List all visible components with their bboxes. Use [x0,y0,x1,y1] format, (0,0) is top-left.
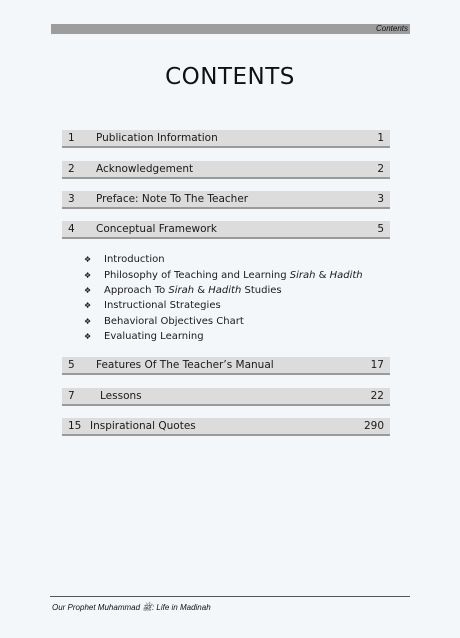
toc-subitem-label: Evaluating Learning [104,331,204,342]
toc-row-lessons[interactable] [62,388,390,406]
toc-row-publication-information[interactable] [62,130,390,148]
toc-subitem-label: Instructional Strategies [104,300,221,311]
page-title: CONTENTS [165,64,295,90]
header-bar [51,24,410,34]
toc-subitem[interactable] [84,283,384,299]
toc-row-label: Publication Information [96,132,218,144]
toc-subitem[interactable] [84,329,384,345]
toc-subitem-label: Introduction [104,254,165,265]
toc-row-number: 7 [68,390,75,402]
toc-subitem[interactable] [84,298,384,314]
toc-row-label: Lessons [100,390,142,402]
toc-row-page: 3 [377,193,384,205]
toc-row-label: Conceptual Framework [96,223,217,235]
bullet-icon: ❖ [84,332,92,341]
toc-row-conceptual-framework[interactable] [62,221,390,239]
bullet-icon: ❖ [84,301,92,310]
toc-row-number: 4 [68,223,75,235]
toc-row-number: 15 [68,420,82,432]
bullet-icon: ❖ [84,317,92,326]
toc-row-page: 5 [377,223,384,235]
toc-row-acknowledgement[interactable] [62,161,390,179]
toc-row-preface[interactable] [62,191,390,209]
toc-row-page: 290 [363,420,384,432]
toc-row-number: 2 [68,163,75,175]
toc-subitem[interactable] [84,268,384,284]
toc-row-number: 3 [68,193,75,205]
footer-rule [50,596,410,597]
toc-subitem[interactable] [84,252,384,268]
bullet-icon: ❖ [84,255,92,264]
toc-subitem-label: Behavioral Objectives Chart [104,316,244,327]
toc-row-label: Acknowledgement [96,163,194,175]
toc-row-number: 1 [68,132,75,144]
toc-row-page: 22 [370,390,384,402]
toc-subitem-label: Philosophy of Teaching and Learning Sirah & Hadith [104,270,363,281]
toc-row-inspirational-quotes[interactable] [62,418,390,436]
toc-row-page: 1 [377,132,384,144]
toc-row-features-teachers-manual[interactable] [62,357,390,375]
toc-row-label: Preface: Note To The Teacher [96,193,249,205]
toc-row-label: Features Of The Teacher’s Manual [96,359,274,371]
header-label: Contents [375,24,408,33]
toc-row-number: 5 [68,359,75,371]
bullet-icon: ❖ [84,271,92,280]
toc-row-page: 17 [370,359,384,371]
toc-subitem-label: Approach To Sirah & Hadith Studies [104,285,282,296]
toc-row-label: Inspirational Quotes [90,420,196,432]
footer-text: Our Prophet Muhammad ﷺ: Life in Madinah [52,603,211,612]
bullet-icon: ❖ [84,286,92,295]
toc-row-page: 2 [377,163,384,175]
toc-subitem[interactable] [84,314,384,330]
